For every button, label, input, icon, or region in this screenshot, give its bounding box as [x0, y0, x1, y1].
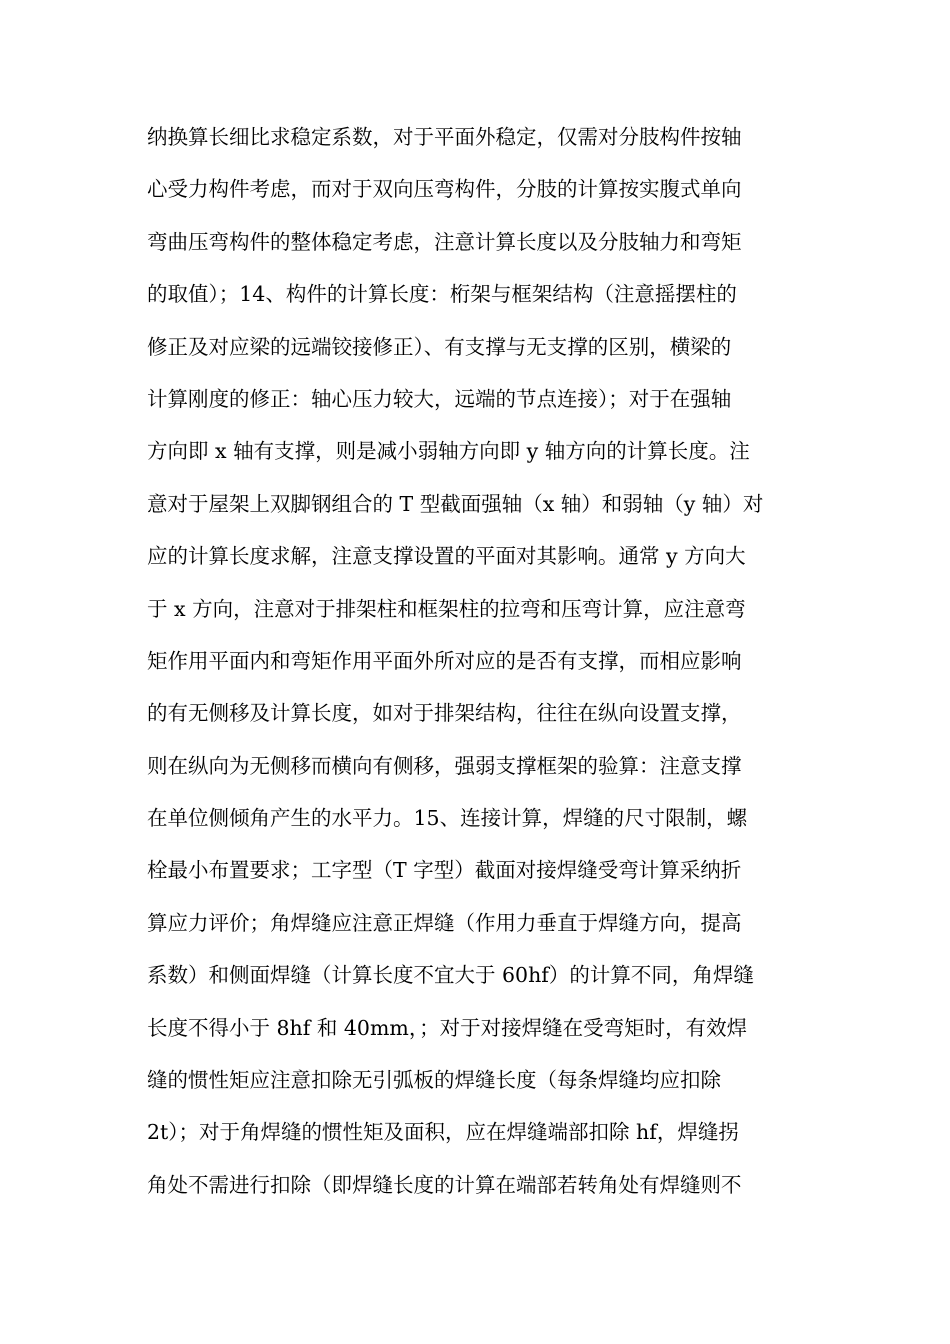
text-line-7: 方向即 x 轴有支撑，则是减小弱轴方向即 y 轴方向的计算长度。注	[147, 439, 750, 464]
text-line-8: 意对于屋架上双脚钢组合的 T 型截面强轴（x 轴）和弱轴（y 轴）对	[147, 491, 764, 516]
text-line-12: 的有无侧移及计算长度，如对于排架结构，往往在纵向设置支撑，	[147, 701, 742, 726]
text-line-21: 角处不需进行扣除（即焊缝长度的计算在端部若转角处有焊缝则不	[147, 1172, 742, 1197]
text-line-5: 修正及对应梁的远端铰接修正）、有支撑与无支撑的区别，横梁的	[147, 334, 732, 359]
text-line-11: 矩作用平面内和弯矩作用平面外所对应的是否有支撑，而相应影响	[147, 648, 742, 673]
body-text	[147, 111, 807, 1211]
text-line-13: 则在纵向为无侧移而横向有侧移，强弱支撑框架的验算：注意支撑	[147, 753, 742, 778]
text-line-19: 缝的惯性矩应注意扣除无引弧板的焊缝长度（每条焊缝均应扣除	[147, 1068, 721, 1093]
text-line-18: 长度不得小于 8hf 和 40mm，；对于对接焊缝在受弯矩时，有效焊	[147, 1015, 748, 1040]
text-line-17: 系数）和侧面焊缝（计算长度不宜大于 60hf）的计算不同，角焊缝	[147, 963, 754, 988]
text-line-1: 纳换算长细比求稳定系数，对于平面外稳定，仅需对分肢构件按轴	[147, 125, 742, 149]
text-line-16: 算应力评价；角焊缝应注意正焊缝（作用力垂直于焊缝方向，提高	[147, 910, 742, 935]
text-line-20: 2t）；对于角焊缝的惯性矩及面积，应在焊缝端部扣除 hf，焊缝拐	[147, 1120, 739, 1145]
text-line-15: 栓最小布置要求；工字型（T 字型）截面对接焊缝受弯计算采纳折	[147, 858, 742, 883]
text-line-3: 弯曲压弯构件的整体稳定考虑，注意计算长度以及分肢轴力和弯矩	[147, 229, 742, 254]
text-line-6: 计算刚度的修正：轴心压力较大，远端的节点连接）；对于在强轴	[147, 386, 732, 411]
text-line-9: 应的计算长度求解，注意支撑设置的平面对其影响。通常 y 方向大	[147, 544, 746, 569]
text-line-2: 心受力构件考虑，而对于双向压弯构件，分肢的计算按实腹式单向	[147, 177, 742, 202]
text-line-10: 于 x 方向，注意对于排架柱和框架柱的拉弯和压弯计算，应注意弯	[147, 596, 746, 621]
text-line-14: 在单位侧倾角产生的水平力。15、连接计算，焊缝的尺寸限制，螺	[147, 806, 748, 831]
text-line-4: 的取值）；14、构件的计算长度：桁架与框架结构（注意摇摆柱的	[147, 282, 737, 307]
